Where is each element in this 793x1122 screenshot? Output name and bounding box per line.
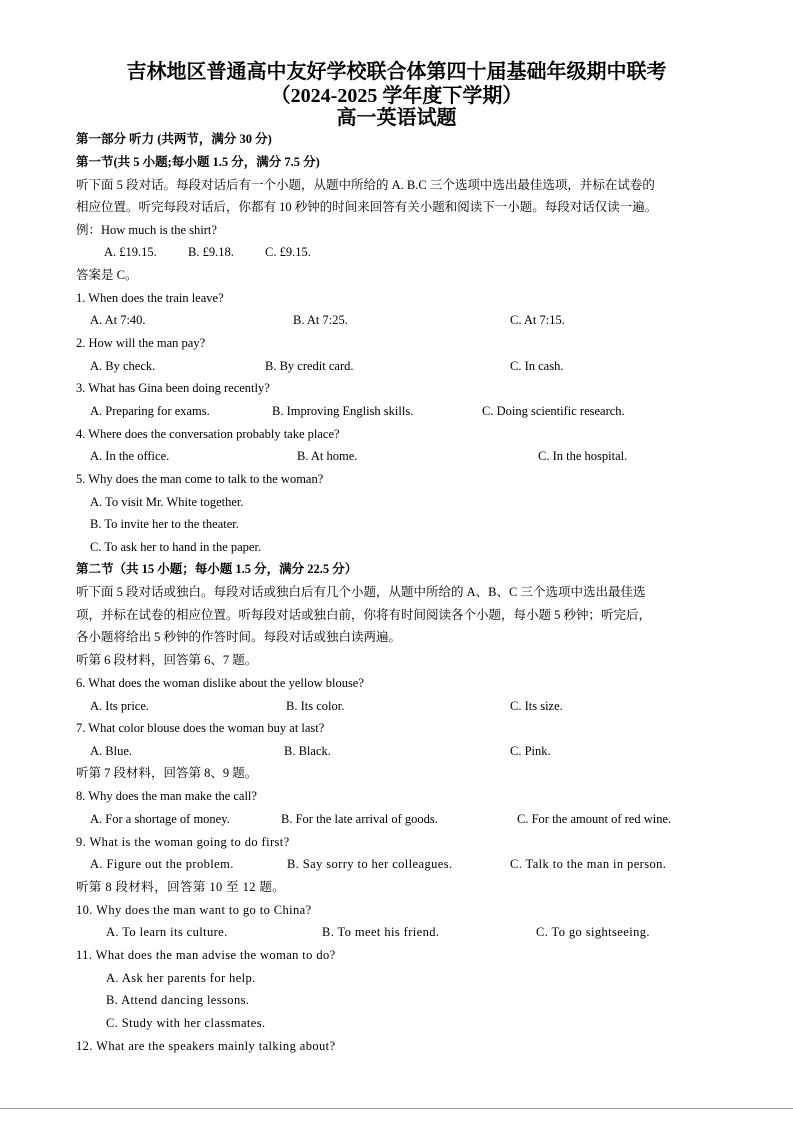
q10-option-a: A. To learn its culture. (106, 925, 228, 939)
exam-title: 吉林地区普通高中友好学校联合体第四十届基础年级期中联考 (126, 61, 667, 83)
question-7: 7. What color blouse does the woman buy at last? (76, 721, 325, 735)
question-8: 8. Why does the man make the call? (76, 789, 257, 803)
example-question: 例：How much is the shirt? (76, 223, 217, 237)
q8-option-c: C. For the amount of red wine. (517, 812, 672, 826)
part1-heading: 第一部分 听力 (共两节，满分 30 分) (76, 132, 272, 146)
section1-instruction-line1: 听下面 5 段对话。每段对话后有一个小题，从题中所给的 A. B.C 三个选项中选出最佳选项，并标在试卷的 (76, 178, 655, 192)
q9-option-a: A. Figure out the problem. (90, 857, 234, 871)
question-9: 9. What is the woman going to do first? (76, 835, 290, 849)
section1-instruction-line2: 相应位置。听完每段对话后，你都有 10 秒钟的时间来回答有关小题和阅读下一小题。每段对话仅读一遍。 (76, 200, 658, 214)
example-option-a: A. £19.15. (104, 245, 157, 259)
q4-option-c: C. In the hospital. (538, 449, 628, 463)
q8-option-a: A. For a shortage of money. (90, 812, 230, 826)
q8-option-b: B. For the late arrival of goods. (281, 812, 438, 826)
q11-option-a: A. Ask her parents for help. (106, 971, 256, 985)
material-8-note: 听第 8 段材料，回答第 10 至 12 题。 (76, 880, 286, 894)
q7-option-b: B. Black. (284, 744, 331, 758)
question-1: 1. When does the train leave? (76, 291, 224, 305)
q11-option-c: C. Study with her classmates. (106, 1016, 266, 1030)
q5-option-c: C. To ask her to hand in the paper. (90, 540, 262, 554)
example-option-b: B. £9.18. (188, 245, 234, 259)
exam-subject: 高一英语试题 (336, 107, 457, 129)
q7-option-c: C. Pink. (510, 744, 551, 758)
section2-instruction-line2: 项，并标在试卷的相应位置。听每段对话或独白前，你将有时间阅读各个小题，每小题 5 秒钟；听完后， (76, 608, 652, 622)
q11-option-b: B. Attend dancing lessons. (106, 993, 250, 1007)
q4-option-b: B. At home. (297, 449, 358, 463)
question-4: 4. Where does the conversation probably take place? (76, 427, 340, 441)
section2-instruction-line3: 各小题将给出 5 秒钟的作答时间。每段对话或独白读两遍。 (76, 630, 402, 644)
q3-option-b: B. Improving English skills. (272, 404, 414, 418)
question-2: 2. How will the man pay? (76, 336, 206, 350)
q10-option-b: B. To meet his friend. (322, 925, 440, 939)
q2-option-b: B. By credit card. (265, 359, 354, 373)
q2-option-c: C. In cash. (510, 359, 564, 373)
q10-option-c: C. To go sightseeing. (536, 925, 650, 939)
material-6-note: 听第 6 段材料，回答第 6、7 题。 (76, 653, 258, 667)
section2-instruction-line1: 听下面 5 段对话或独白。每段对话或独白后有几个小题，从题中所给的 A、B、C 三个选项中选出最佳选 (76, 585, 646, 599)
question-6: 6. What does the woman dislike about the yellow blouse? (76, 676, 364, 690)
q4-option-a: A. In the office. (90, 449, 170, 463)
q6-option-b: B. Its color. (286, 699, 345, 713)
section1-heading: 第一节(共 5 小题;每小题 1.5 分，满分 7.5 分) (76, 155, 320, 169)
question-12: 12. What are the speakers mainly talking about? (76, 1039, 336, 1053)
q3-option-c: C. Doing scientific research. (482, 404, 625, 418)
question-10: 10. Why does the man want to go to China? (76, 903, 312, 917)
q9-option-b: B. Say sorry to her colleagues. (287, 857, 453, 871)
q1-option-b: B. At 7:25. (293, 313, 348, 327)
q6-option-c: C. Its size. (510, 699, 563, 713)
q2-option-a: A. By check. (90, 359, 156, 373)
question-5: 5. Why does the man come to talk to the woman? (76, 472, 324, 486)
q5-option-b: B. To invite her to the theater. (90, 517, 239, 531)
page-bottom-rule (0, 1108, 793, 1109)
q1-option-a: A. At 7:40. (90, 313, 146, 327)
q9-option-c: C. Talk to the man in person. (510, 857, 667, 871)
q3-option-a: A. Preparing for exams. (90, 404, 210, 418)
question-11: 11. What does the man advise the woman to do? (76, 948, 336, 962)
q1-option-c: C. At 7:15. (510, 313, 565, 327)
material-7-note: 听第 7 段材料，回答第 8、9 题。 (76, 766, 258, 780)
q5-option-a: A. To visit Mr. White together. (90, 495, 244, 509)
section2-heading: 第二节（共 15 小题；每小题 1.5 分，满分 22.5 分） (76, 562, 358, 576)
example-answer: 答案是 C。 (76, 268, 138, 282)
exam-year: （2024-2025 学年度下学期） (270, 85, 523, 107)
q6-option-a: A. Its price. (90, 699, 150, 713)
example-option-c: C. £9.15. (265, 245, 311, 259)
question-3: 3. What has Gina been doing recently? (76, 381, 270, 395)
q7-option-a: A. Blue. (90, 744, 133, 758)
